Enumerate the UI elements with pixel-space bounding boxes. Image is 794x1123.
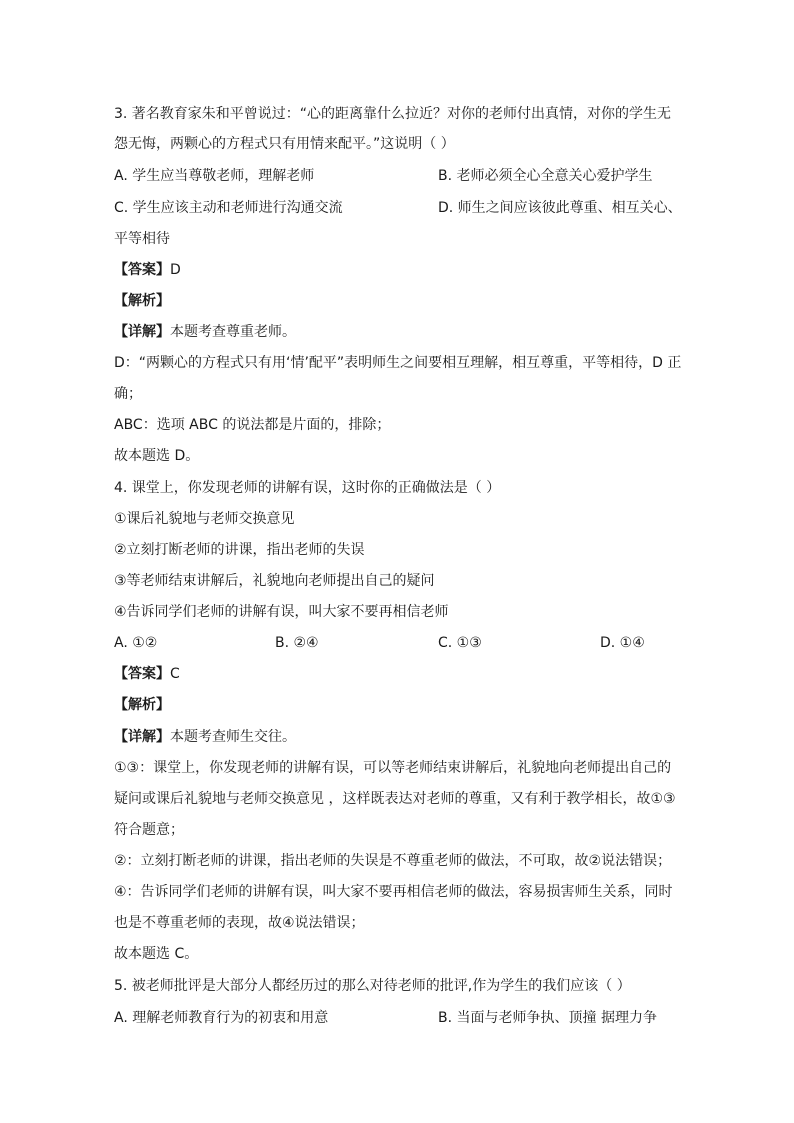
answer-value: D	[170, 262, 181, 278]
q4-option-c: C. ①③	[438, 635, 482, 651]
q3-explain-abc: ABC：选项 ABC 的说法都是片面的，排除；	[114, 417, 391, 433]
q4-analysis-label: 【解析】	[114, 697, 170, 713]
q3-option-b: B. 老师必须全心全意关心爱护学生	[438, 168, 653, 184]
q5-option-b: B. 当面与老师争执、顶撞 据理力争	[438, 1010, 657, 1026]
q4-explain13-line2: 疑问或课后礼貌地与老师交换意见 ，这样既表达对老师的尊重，又有利于教学相长，故①③	[114, 791, 676, 807]
q3-answer	[114, 260, 674, 280]
q3-option-d-line1: D. 师生之间应该彼此尊重、相互关心、	[438, 200, 682, 216]
detail-label: 【详解】	[114, 324, 170, 340]
q4-item4: ④告诉同学们老师的讲解有误，叫大家不要再相信老师	[114, 604, 449, 620]
q4-item3: ③等老师结束讲解后，礼貌地向老师提出自己的疑问	[114, 573, 435, 589]
q4-stem: 4. 课堂上，你发现老师的讲解有误，这时你的正确做法是（ ）	[114, 480, 501, 496]
q4-item1: ①课后礼貌地与老师交换意见	[114, 511, 295, 527]
q4-detail	[114, 727, 674, 747]
q4-explain4-line2: 也是不尊重老师的表现，故④说法错误；	[114, 915, 365, 931]
q3-stem-line2: 怨无悔，两颗心的方程式只有用情来配平。”这说明（ ）	[114, 136, 455, 152]
q4-option-a: A. ①②	[114, 635, 158, 651]
q3-option-a: A. 学生应当尊敬老师，理解老师	[114, 168, 315, 184]
q3-analysis-label: 【解析】	[114, 293, 170, 309]
q4-conclusion: 故本题选 C。	[114, 946, 199, 962]
q3-option-d-line2: 平等相待	[114, 231, 170, 247]
q4-explain13-line3: 符合题意；	[114, 822, 184, 838]
q4-explain2: ②：立刻打断老师的讲课，指出老师的失误是不尊重老师的做法，不可取，故②说法错误；	[114, 853, 672, 869]
q3-explain-d-line2: 确；	[114, 386, 142, 402]
q4-explain4-line1: ④：告诉同学们老师的讲解有误，叫大家不要再相信老师的做法，容易损害师生关系，同时	[114, 884, 673, 900]
detail-label: 【详解】	[114, 729, 170, 745]
q3-detail	[114, 322, 674, 342]
q3-conclusion: 故本题选 D。	[114, 448, 200, 464]
answer-value: C	[170, 666, 180, 682]
q5-stem: 5. 被老师批评是大部分人都经历过的那么对待老师的批评,作为学生的我们应该（ ）	[114, 978, 631, 994]
q3-option-c: C. 学生应该主动和老师进行沟通交流	[114, 200, 343, 216]
q4-option-d: D. ①④	[600, 635, 645, 651]
detail-text: 本题考查尊重老师。	[170, 324, 296, 340]
q4-answer	[114, 664, 674, 684]
q3-stem-line1: 3. 著名教育家朱和平曾说过：“心的距离靠什么拉近？对你的老师付出真情，对你的学生无	[114, 106, 672, 122]
q5-option-a: A. 理解老师教育行为的初衷和用意	[114, 1010, 329, 1026]
q4-item2: ②立刻打断老师的讲课，指出老师的失误	[114, 542, 365, 558]
answer-label: 【答案】	[114, 666, 170, 682]
answer-label: 【答案】	[114, 262, 170, 278]
q4-option-b: B. ②④	[275, 635, 319, 651]
q4-explain13-line1: ①③：课堂上，你发现老师的讲解有误，可以等老师结束讲解后，礼貌地向老师提出自己的	[114, 760, 672, 776]
detail-text: 本题考查师生交往。	[170, 729, 296, 745]
q3-explain-d-line1: D：“两颗心的方程式只有用‘情’配平”表明师生之间要相互理解，相互尊重，平等相待，D 正	[114, 355, 682, 371]
